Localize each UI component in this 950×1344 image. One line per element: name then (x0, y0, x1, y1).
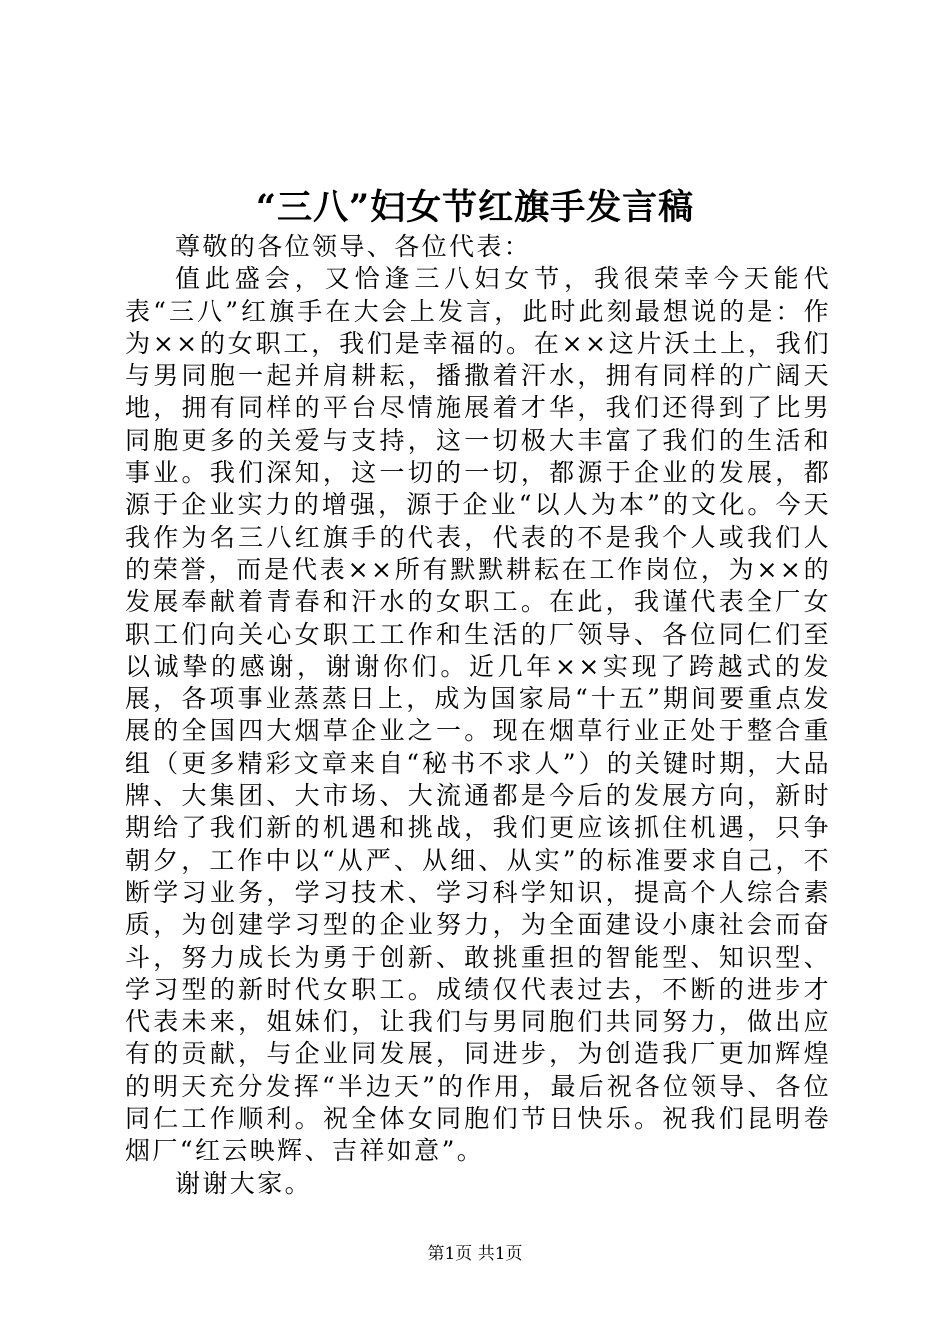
closing-paragraph: 谢谢大家。 (175, 1168, 313, 1198)
document-body (125, 231, 831, 1200)
salutation-paragraph: 尊敬的各位领导、各位代表： (175, 232, 532, 261)
document-title: “三八”妇女节红旗手发言稿 (255, 187, 695, 228)
page-number: 第1页 共1页 (427, 1244, 523, 1264)
body-paragraph: 值此盛会，又恰逢三八妇女节，我很荣幸今天能代表“三八”红旗手在大会上发言，此时此刻最想说的是：作为××的女职工，我们是幸福的。在××这片沃土上，我们与男同胞一起并肩耕耘，播撒着汗水，拥有同样的广阔天地，拥有同样的平台尽情施展着才华，我们还得到了比男同胞更多的关爱与支持，这一切极大丰富了我们的生活和事业。我们深知，这一切的一切，都源于企业的发展，都源于企业实力的增强，源于企业“以人为本”的文化。今天我作为名三八红旗手的代表，代表的不是我个人或我们人的荣誉，而是代表××所有默默耕耘在工作岗位，为××的发展奉献着青春和汗水的女职工。在此，我谨代表全厂女职工们向关心女职工工作和生活的厂领导、各位同仁们至以诚挚的感谢，谢谢你们。近几年××实现了跨越式的发展，各项事业蒸蒸日上，成为国家局“十五”期间要重点发展的全国四大烟草企业之一。现在烟草行业正处于整合重组（更多精彩文章来自“秘书不求人”）的关键时期，大品牌、大集团、大市场、大流通都是今后的发展方向，新时期给了我们新的机遇和挑战，我们更应该抓住机遇，只争朝夕，工作中以“从严、从细、从实”的标准要求自己，不断学习业务，学习技术、学习科学知识，提高个人综合素质，为创建学习型的企业努力，为全面建设小康社会而奋斗，努力成长为勇于创新、敢挑重担的智能型、知识型、学习型的新时代女职工。成绩仅代表过去，不断的进步才代表未来，姐妹们，让我们与男同胞们共同努力，做出应有的贡献，与企业同发展，同进步，为创造我厂更加辉煌的明天充分发挥“半边天”的作用，最后祝各位领导、各位同仁工作顺利。祝全体女同胞们节日快乐。祝我们昆明卷烟厂“红云映辉、吉祥如意”。 (125, 264, 831, 1166)
